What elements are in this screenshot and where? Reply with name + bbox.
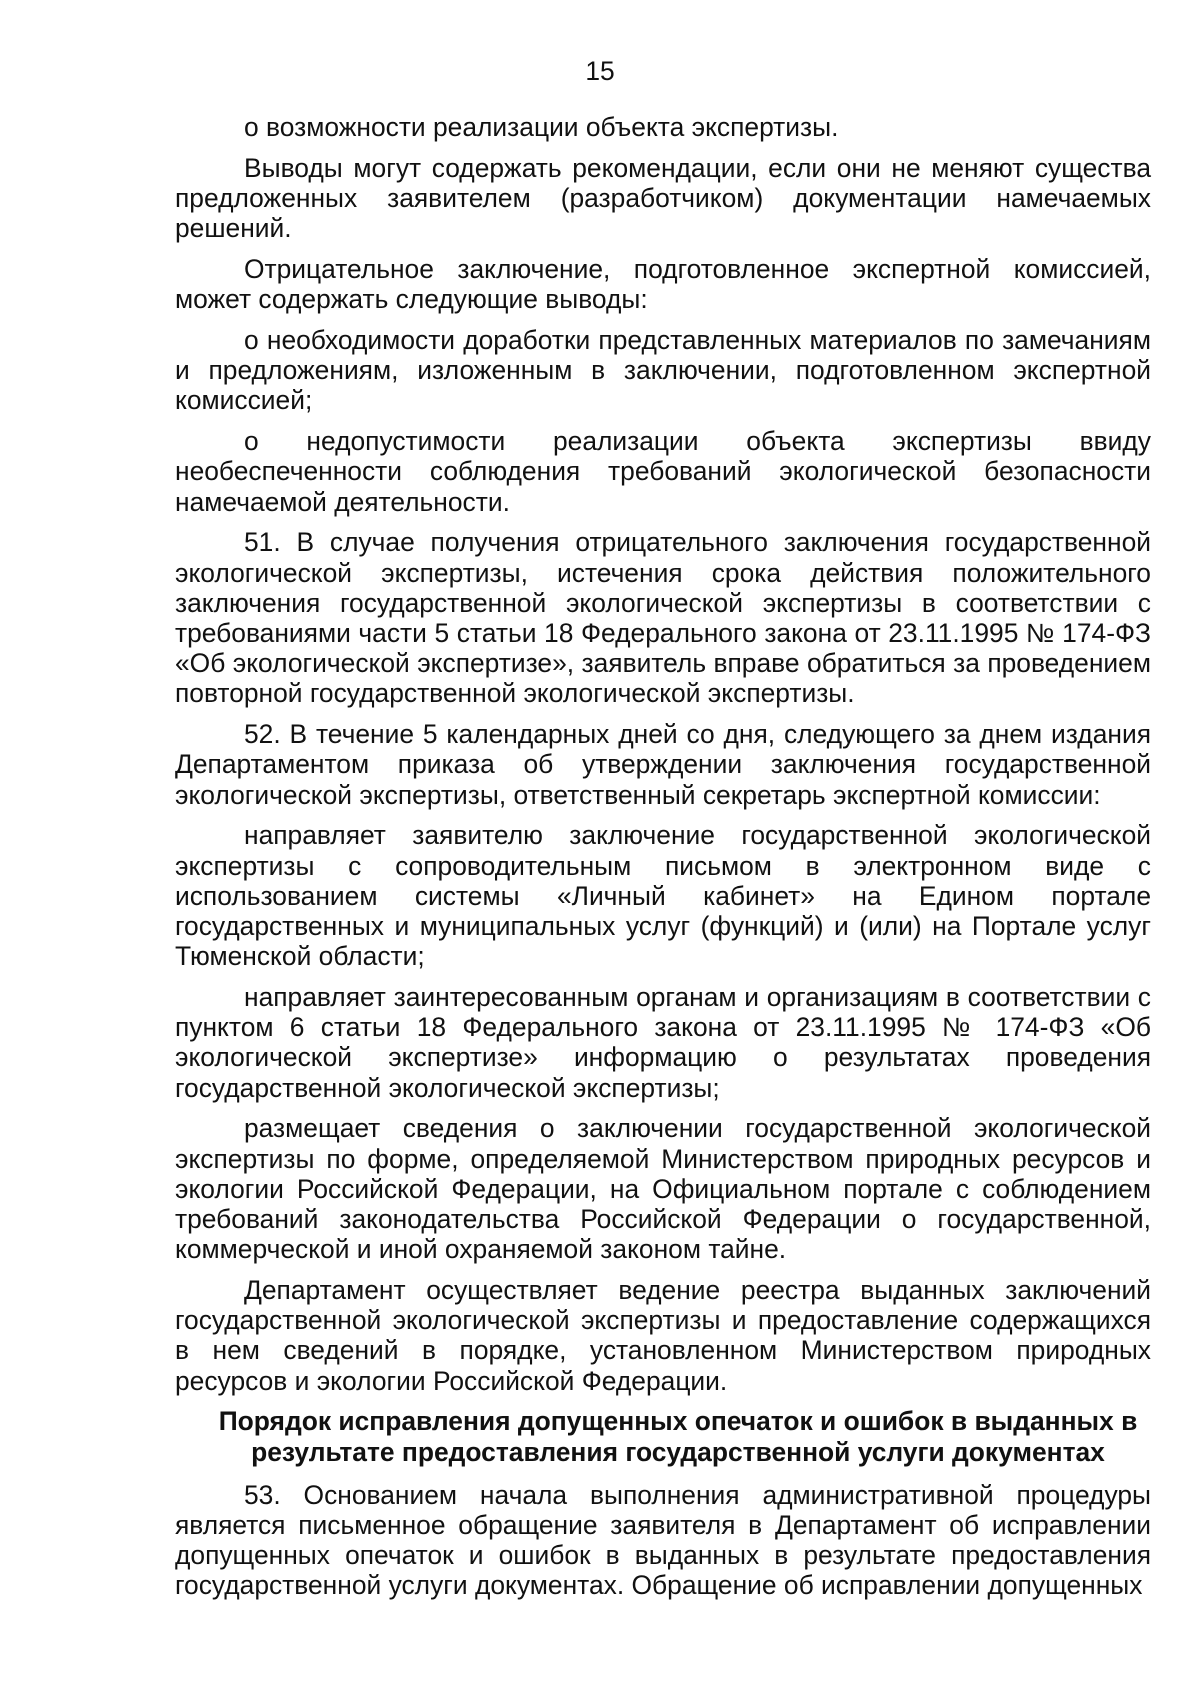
paragraph: направляет заявителю заключение государственной экологической экспертизы с сопроводительным письмом в электронном виде с использованием системы «Личный кабинет» на Едином портале государственных и муниципальных услуг (функций) и (или) на Портале услуг Тюменской области; — [175, 820, 1151, 972]
page-number: 15 — [585, 56, 615, 86]
paragraph: о возможности реализации объекта экспертизы. — [244, 112, 839, 142]
paragraph: Департамент осуществляет ведение реестра выданных заключений государственной экологической экспертизы и предоставление содержащихся в нем сведений в порядке, установленном Министерством природных ресурсов и экологии Российской Федерации. — [175, 1275, 1151, 1396]
paragraph: Выводы могут содержать рекомендации, если они не меняют существа предложенных заявителем (разработчиком) документации намечаемых решений. — [175, 152, 1151, 244]
paragraph-item-52: 52. В течение 5 календарных дней со дня, следующего за днем издания Департаментом приказа об утверждении заключения государственной экологической экспертизы, ответственный секретарь экспертной комиссии: — [175, 719, 1151, 810]
paragraph: о недопустимости реализации объекта экспертизы ввиду необеспеченности соблюдения требований экологической безопасности намечаемой деятельности. — [175, 426, 1151, 517]
paragraph: направляет заинтересованным органам и организациям в соответствии с пунктом 6 статьи 18 Федерального закона от 23.11.1995 № 174-ФЗ «Об экологической экспертизе» информацию о результатах проведения государственной экологической экспертизы; — [175, 982, 1151, 1103]
paragraph: размещает сведения о заключении государственной экологической экспертизы по форме, определяемой Министерством природных ресурсов и экологии Российской Федерации, на Официальном портале с соблюдением требований законодательства Российской Федерации о государственной, коммерческой и иной охраняемой законом тайне. — [175, 1113, 1151, 1265]
paragraph-item-51: 51. В случае получения отрицательного заключения государственной экологической экспертизы, истечения срока действия положительного заключения государственной экологической экспертизы в соответствии с требованиями части 5 статьи 18 Федерального закона от 23.11.1995 № 174-ФЗ «Об экологической экспертизе», заявитель вправе обратиться за проведением повторной государственной экологической экспертизы. — [175, 527, 1151, 709]
paragraph: о необходимости доработки представленных материалов по замечаниям и предложениям, изложенным в заключении, подготовленном экспертной комиссией; — [175, 325, 1151, 416]
paragraph-item-53: 53. Основанием начала выполнения административной процедуры является письменное обращение заявителя в Департамент об исправлении допущенных опечаток и ошибок в выданных в результате предоставления государственной услуги документах. Обращение об исправлении допущенных — [175, 1479, 1151, 1601]
section-heading: Порядок исправления допущенных опечаток и ошибок в выданных в результате предоставления государственной услуги документах — [218, 1406, 1138, 1467]
paragraph: Отрицательное заключение, подготовленное экспертной комиссией, может содержать следующие выводы: — [175, 254, 1151, 315]
document-body — [175, 112, 1151, 1611]
